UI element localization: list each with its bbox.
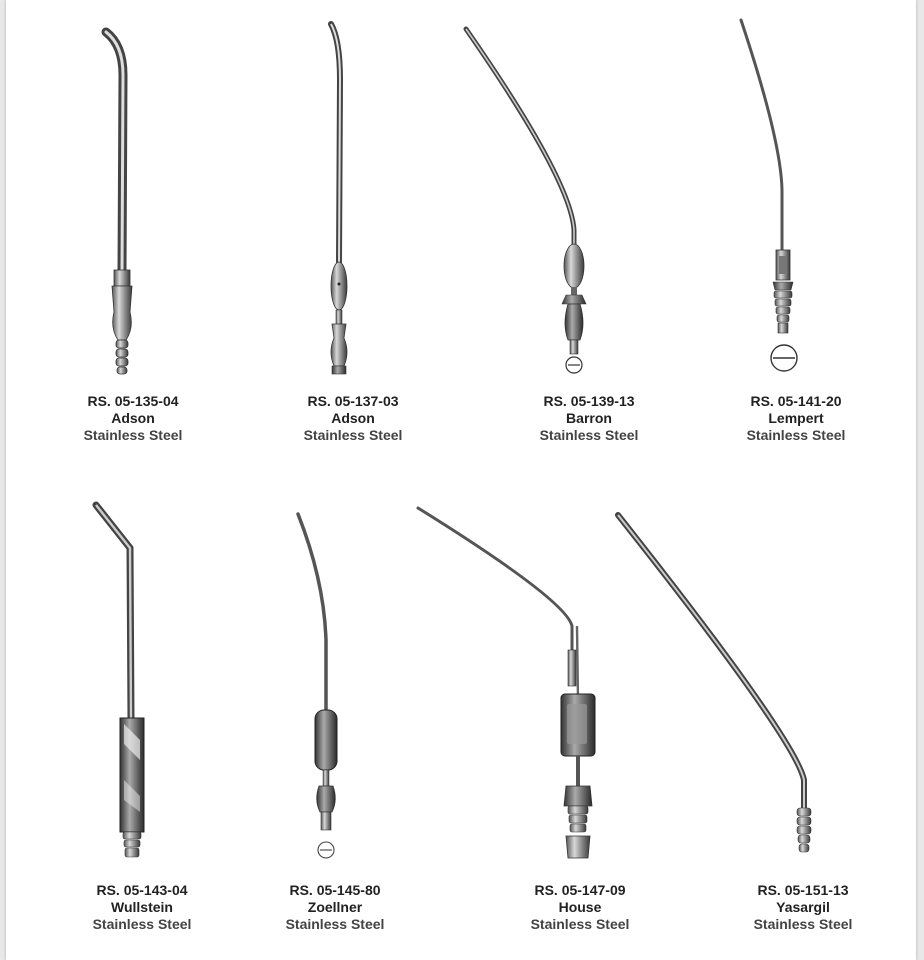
product-label bbox=[253, 393, 453, 444]
product-name: Lempert bbox=[768, 410, 824, 426]
product-label bbox=[42, 882, 242, 933]
suction-tube-adson-1-icon bbox=[106, 32, 132, 374]
product-material: Stainless Steel bbox=[303, 427, 403, 443]
product-label bbox=[33, 393, 233, 444]
product-material: Stainless Steel bbox=[530, 916, 630, 932]
suction-tube-zoellner-icon bbox=[298, 514, 337, 858]
suction-tube-adson-2-icon bbox=[331, 24, 347, 374]
product-code: RS. 05-145-80 bbox=[289, 882, 381, 898]
product-material: Stainless Steel bbox=[83, 427, 183, 443]
product-name: Barron bbox=[566, 410, 612, 426]
product-code: RS. 05-135-04 bbox=[87, 393, 179, 409]
product-name: Adson bbox=[331, 410, 375, 426]
product-name: Adson bbox=[111, 410, 155, 426]
product-material: Stainless Steel bbox=[539, 427, 639, 443]
product-code: RS. 05-147-09 bbox=[534, 882, 626, 898]
product-name: House bbox=[558, 899, 602, 915]
instrument-illustrations bbox=[6, 0, 916, 960]
product-code: RS. 05-141-20 bbox=[750, 393, 842, 409]
product-label bbox=[703, 882, 903, 933]
suction-tube-yasargil-icon bbox=[618, 515, 811, 852]
product-material: Stainless Steel bbox=[746, 427, 846, 443]
product-name: Yasargil bbox=[776, 899, 830, 915]
product-label bbox=[480, 882, 680, 933]
product-code: RS. 05-143-04 bbox=[96, 882, 188, 898]
product-label bbox=[696, 393, 896, 444]
product-code: RS. 05-139-13 bbox=[543, 393, 635, 409]
product-material: Stainless Steel bbox=[285, 916, 385, 932]
product-name: Wullstein bbox=[111, 899, 173, 915]
suction-tube-wullstein-icon bbox=[96, 505, 144, 857]
product-label bbox=[235, 882, 435, 933]
product-material: Stainless Steel bbox=[753, 916, 853, 932]
product-code: RS. 05-137-03 bbox=[307, 393, 399, 409]
product-name: Zoellner bbox=[307, 899, 363, 915]
product-code: RS. 05-151-13 bbox=[757, 882, 849, 898]
suction-tube-house-icon bbox=[418, 508, 595, 858]
catalog-page bbox=[6, 0, 916, 960]
suction-tube-lempert-icon bbox=[741, 20, 797, 371]
suction-tube-barron-icon bbox=[466, 29, 586, 373]
product-material: Stainless Steel bbox=[92, 916, 192, 932]
product-label bbox=[489, 393, 689, 444]
